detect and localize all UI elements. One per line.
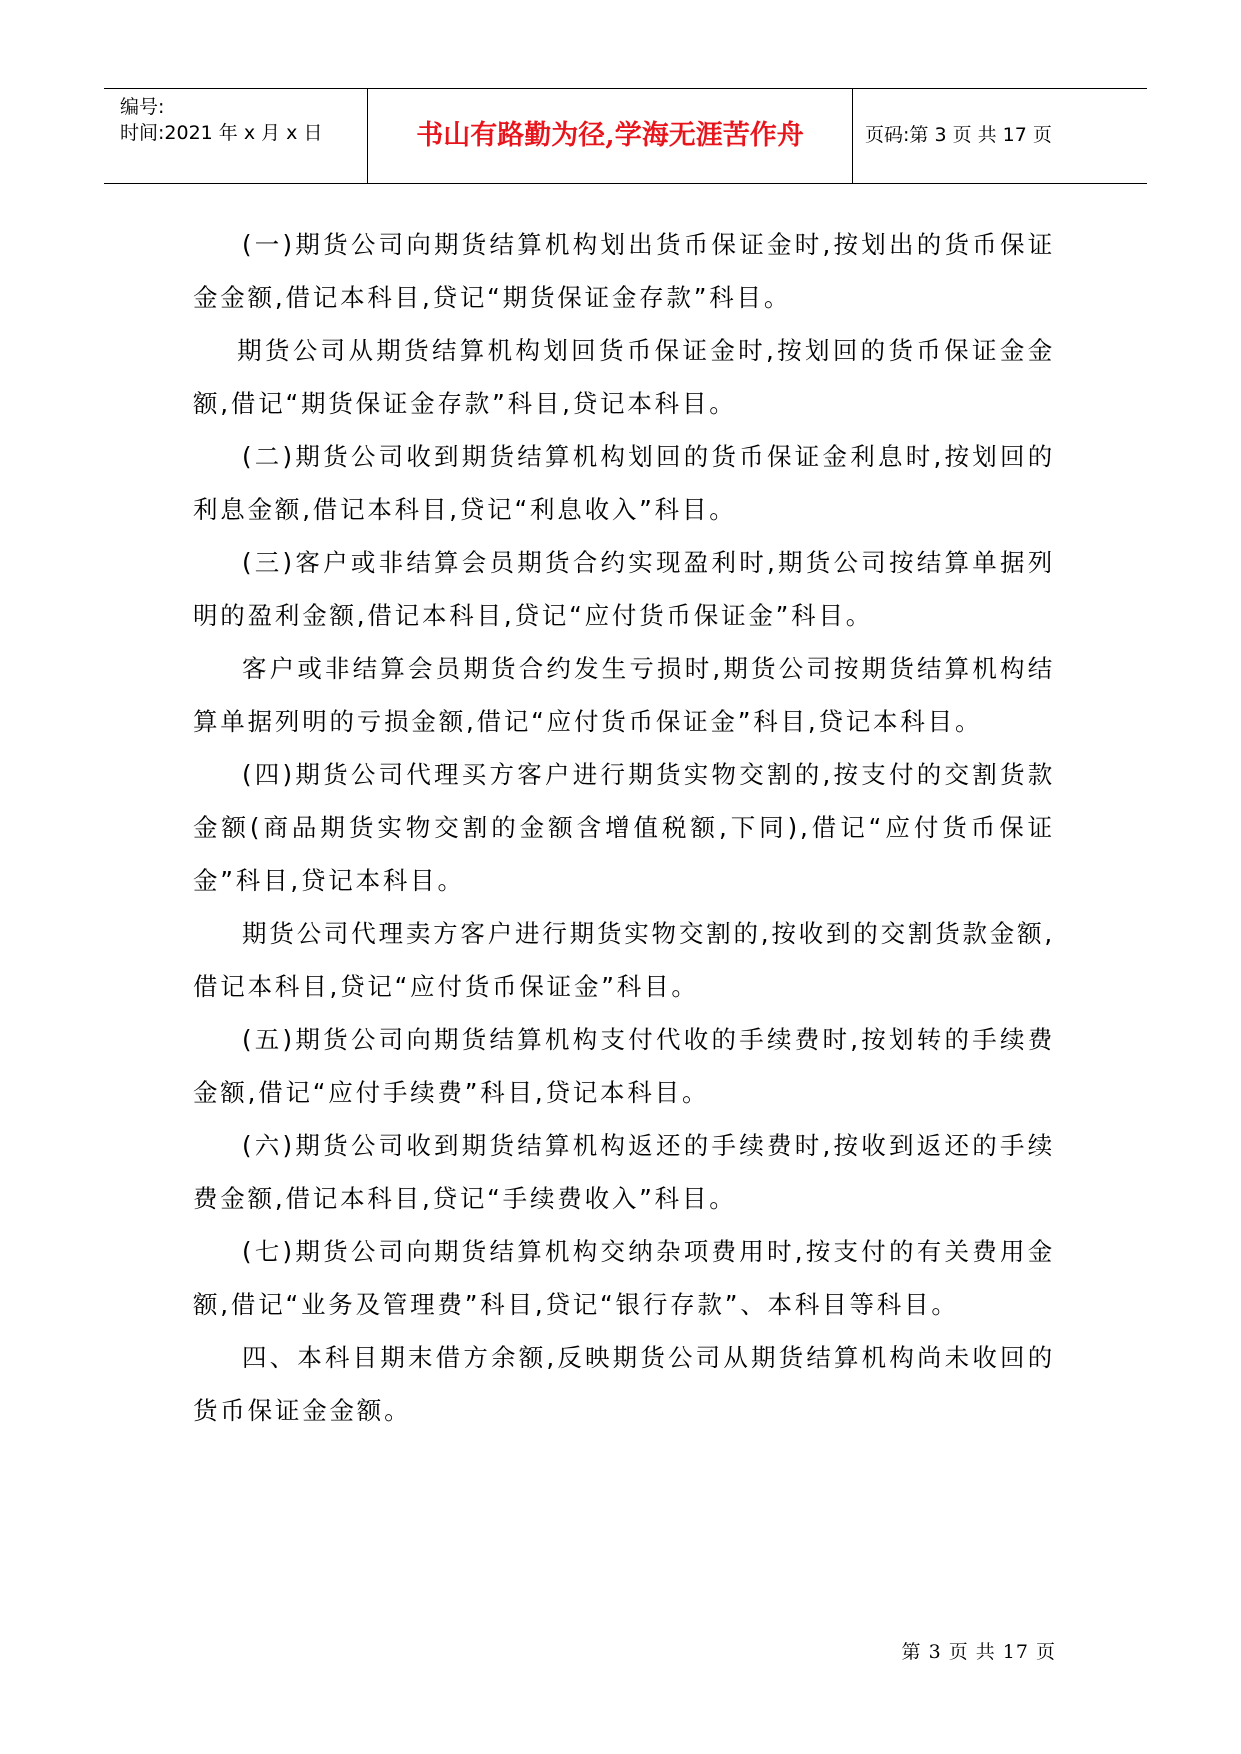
paragraph: (四)期货公司代理买方客户进行期货实物交割的,按支付的交割货款金额(商品期货实物交割的金额含增值税额,下同),借记“应付货币保证金”科目,贷记本科目。 [193, 760, 1055, 895]
paragraph: 四、本科目期末借方余额,反映期货公司从期货结算机构尚未收回的货币保证金金额。 [193, 1343, 1055, 1425]
paragraph: (一)期货公司向期货结算机构划出货币保证金时,按划出的货币保证金金额,借记本科目,贷记“期货保证金存款”科目。 [193, 230, 1055, 312]
paragraph: (六)期货公司收到期货结算机构返还的手续费时,按收到返还的手续费金额,借记本科目,贷记“手续费收入”科目。 [193, 1131, 1055, 1213]
paragraph: 客户或非结算会员期货合约发生亏损时,期货公司按期货结算机构结算单据列明的亏损金额,借记“应付货币保证金”科目,贷记本科目。 [193, 654, 1055, 736]
header-page-info: 页码:第 3 页 共 17 页 [865, 124, 1052, 146]
header-motto-cell [368, 89, 853, 183]
document-time-label: 时间:2021 年 x 月 x 日 [120, 122, 323, 144]
page-footer: 第 3 页 共 17 页 [901, 1641, 1056, 1663]
document-body [193, 218, 1055, 1437]
header-motto: 书山有路勤为径,学海无涯苦作舟 [416, 120, 804, 151]
paragraph: 期货公司从期货结算机构划回货币保证金时,按划回的货币保证金金额,借记“期货保证金存款”科目,贷记本科目。 [193, 336, 1055, 418]
paragraph: (七)期货公司向期货结算机构交纳杂项费用时,按支付的有关费用金额,借记“业务及管理费”科目,贷记“银行存款”、本科目等科目。 [193, 1237, 1055, 1319]
paragraph: (二)期货公司收到期货结算机构划回的货币保证金利息时,按划回的利息金额,借记本科目,贷记“利息收入”科目。 [193, 442, 1055, 524]
page-header [104, 88, 1147, 184]
header-page-cell [853, 89, 1147, 183]
header-info-cell [104, 89, 368, 183]
document-number-label: 编号: [120, 96, 165, 118]
paragraph: (三)客户或非结算会员期货合约实现盈利时,期货公司按结算单据列明的盈利金额,借记本科目,贷记“应付货币保证金”科目。 [193, 548, 1055, 630]
paragraph: 期货公司代理卖方客户进行期货实物交割的,按收到的交割货款金额,借记本科目,贷记“应付货币保证金”科目。 [193, 919, 1055, 1001]
paragraph: (五)期货公司向期货结算机构支付代收的手续费时,按划转的手续费金额,借记“应付手续费”科目,贷记本科目。 [193, 1025, 1055, 1107]
